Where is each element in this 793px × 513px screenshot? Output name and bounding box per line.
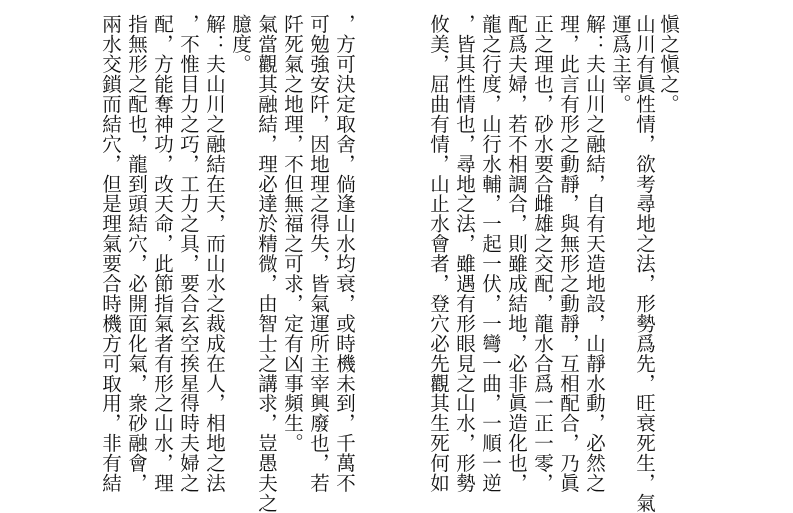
text-column-6: 正之理也，砂水要合雌雄之交配，龍水合爲一正一零， (531, 14, 554, 493)
text-column-16: 解：夫山川之融結在天，而山水之裁成在人，相地之法 (203, 14, 226, 493)
text-column-9: ，皆其性情也，尋地之法，雖遇有形眼見之山水，形勢 (453, 14, 476, 493)
text-column-3: 運爲主宰。 (609, 14, 632, 114)
text-column-13: 阡死氣之地理，不但無福之可求，定有凶事頻生。 (281, 14, 304, 453)
text-column-1: 愼之愼之。 (657, 14, 680, 114)
text-column-4: 解：夫山川之融結，自有天造地設，山靜水動，必然之 (583, 14, 606, 493)
text-column-18: 配，方能奪神功，改天命，此節指氣者有形之山水，理 (151, 14, 174, 493)
text-column-8: 龍之行度，山行水輔，一起一伏，一彎一曲，一順一逆 (479, 14, 502, 493)
text-column-12: 可勉強安阡，因地理之得失，皆氣運所主宰興廢也，若 (307, 14, 330, 493)
text-column-11: ，方可決定取舍，倘逢山水均衰，或時機未到，千萬不 (333, 14, 356, 493)
text-column-15: 臆度。 (229, 14, 252, 74)
text-column-17: ，不惟目力之巧，工力之具，要合玄空挨星得時夫婦之 (177, 14, 200, 493)
text-column-19: 指無形之配也，龍到頭結穴，必開面化氣，衆砂融會， (125, 14, 148, 493)
text-column-7: 配爲夫婦，若不相調合，則雖成結地，必非眞造化也， (505, 14, 528, 493)
text-column-5: 理，此言有形之動靜，與無形之動靜，互相配合，乃眞 (557, 14, 580, 493)
text-column-14: 氣當觀其融結，理必達於精微，由智士之講求，豈愚夫之 (255, 14, 278, 513)
text-column-10: 攸美，屈曲有情，山止水會者，登穴必先觀其生死何如 (427, 14, 450, 493)
text-column-20: 兩水交鎖而結穴，但是理氣要合時機方可取用，非有結 (99, 14, 122, 493)
text-column-2: 山川有眞性情，欲考尋地之法，形勢爲先，旺衰死生，氣 (633, 14, 656, 513)
